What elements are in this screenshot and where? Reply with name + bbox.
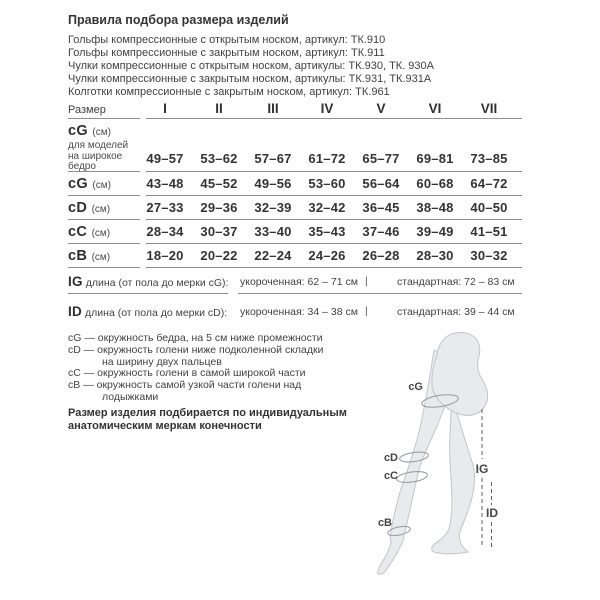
divider bbox=[68, 171, 524, 172]
fit-note: Размер изделия подбирается по индивидуальным анатомическим меркам конечности bbox=[68, 407, 347, 432]
column-header: V bbox=[376, 101, 386, 116]
size-cell: 33–40 bbox=[254, 224, 292, 239]
size-cell: 43–48 bbox=[146, 176, 184, 191]
size-cell: 18–20 bbox=[146, 248, 184, 263]
divider bbox=[68, 219, 524, 220]
size-cell: 38–48 bbox=[416, 200, 454, 215]
id-label: ID bbox=[486, 506, 498, 520]
row-label: cC (см) bbox=[68, 223, 111, 240]
column-header: VII bbox=[480, 101, 498, 116]
size-cell: 49–57 bbox=[146, 151, 184, 166]
article-line: Гольфы компрессионные с открытым носком, артикул: ТК.910 bbox=[68, 34, 386, 46]
table-row-cc bbox=[68, 220, 524, 243]
divider bbox=[68, 293, 522, 294]
leg-measurement-diagram bbox=[358, 326, 578, 594]
size-cell: 28–30 bbox=[416, 248, 454, 263]
column-header: VI bbox=[428, 101, 442, 116]
legend-item: cG — окружность бедра, на 5 см ниже промежности bbox=[68, 332, 323, 344]
separator: | bbox=[365, 275, 368, 287]
size-cell: 60–68 bbox=[416, 176, 454, 191]
size-cell: 53–62 bbox=[200, 151, 238, 166]
row-note: для моделей на широкое бедро bbox=[68, 140, 129, 172]
divider bbox=[68, 243, 524, 244]
page-title: Правила подбора размера изделий bbox=[68, 13, 289, 27]
size-cell: 53–60 bbox=[308, 176, 346, 191]
column-header: III bbox=[267, 101, 279, 116]
size-cell: 57–67 bbox=[254, 151, 292, 166]
divider bbox=[68, 195, 524, 196]
size-cell: 36–45 bbox=[362, 200, 400, 215]
size-cell: 65–77 bbox=[362, 151, 400, 166]
length-row-id: ID длина (от пола до мерки cD): укороченная: 34 – 38 см | стандартная: 39 – 44 см bbox=[68, 304, 515, 319]
cc-label: cC bbox=[383, 470, 398, 482]
size-cell: 32–42 bbox=[308, 200, 346, 215]
legend-item: cC — окружность голени в самой широкой части bbox=[68, 367, 306, 380]
size-table-header bbox=[68, 99, 524, 118]
cb-label: cB bbox=[377, 517, 392, 529]
separator: | bbox=[365, 305, 368, 317]
size-cell: 20–22 bbox=[200, 248, 238, 263]
length-short: укороченная: 62 – 71 см bbox=[240, 276, 358, 288]
length-standard: стандартная: 39 – 44 см bbox=[397, 306, 515, 318]
size-cell: 41–51 bbox=[470, 224, 508, 239]
legend-item: cD — окружность голени ниже подколенной складки на ширину двух пальцев bbox=[68, 343, 324, 368]
row-label: cG (см) bbox=[68, 175, 111, 192]
cg-label: cG bbox=[408, 381, 423, 393]
measurement-legend bbox=[68, 333, 336, 404]
length-row-ig: IG длина (от пола до мерки cG): укороченная: 62 – 71 см | стандартная: 72 – 83 см bbox=[68, 274, 515, 289]
table-row-cb bbox=[68, 244, 524, 267]
size-cell: 27–33 bbox=[146, 200, 184, 215]
size-cell: 45–52 bbox=[200, 176, 238, 191]
article-line: Чулки компрессионные с закрытым носком, артикулы: ТК.931, ТК.931А bbox=[68, 73, 432, 85]
row-label: cG (см) для моделей на широкое бедро bbox=[68, 123, 129, 172]
size-cell: 61–72 bbox=[308, 151, 346, 166]
size-cell: 37–46 bbox=[362, 224, 400, 239]
size-cell: 22–24 bbox=[254, 248, 292, 263]
size-cell: 49–56 bbox=[254, 176, 292, 191]
article-line: Колготки компрессионные с закрытым носком, артикул: ТК.961 bbox=[68, 86, 390, 98]
column-header: IV bbox=[320, 101, 334, 116]
size-cell: 30–37 bbox=[200, 224, 238, 239]
size-cell: 40–50 bbox=[470, 200, 508, 215]
size-table bbox=[68, 99, 524, 268]
row-label: cB (см) bbox=[68, 247, 111, 264]
article-line: Гольфы компрессионные с закрытым носком, артикул: ТК.911 bbox=[68, 47, 385, 59]
size-cell: 35–43 bbox=[308, 224, 346, 239]
size-cell: 24–26 bbox=[308, 248, 346, 263]
row-label: cD (см) bbox=[68, 199, 111, 216]
article-line: Чулки компрессионные с открытым носком, артикулы: ТК.930, ТК. 930А bbox=[68, 60, 434, 72]
size-cell: 26–28 bbox=[362, 248, 400, 263]
legend-item: cB — окружность самой узкой части голени над лодыжками bbox=[68, 379, 302, 403]
size-cell: 32–39 bbox=[254, 200, 292, 215]
article-list bbox=[68, 34, 434, 99]
divider bbox=[68, 267, 524, 268]
cd-label: cD bbox=[383, 452, 398, 464]
length-short: укороченная: 34 – 38 см bbox=[240, 306, 358, 318]
column-header: II bbox=[215, 101, 223, 116]
column-header: I bbox=[163, 101, 167, 116]
table-row-cg-wide bbox=[68, 119, 524, 171]
size-cell: 28–34 bbox=[146, 224, 184, 239]
table-row-cg bbox=[68, 172, 524, 195]
size-cell: 69–81 bbox=[416, 151, 454, 166]
size-cell: 64–72 bbox=[470, 176, 508, 191]
size-cell: 30–32 bbox=[470, 248, 508, 263]
size-cell: 29–36 bbox=[200, 200, 238, 215]
size-cell: 56–64 bbox=[362, 176, 400, 191]
table-row-cd bbox=[68, 196, 524, 219]
ig-label: IG bbox=[475, 462, 489, 476]
length-standard: стандартная: 72 – 83 см bbox=[397, 276, 515, 288]
size-cell: 73–85 bbox=[470, 151, 508, 166]
size-cell: 39–49 bbox=[416, 224, 454, 239]
corner-label: Размер bbox=[68, 104, 106, 116]
